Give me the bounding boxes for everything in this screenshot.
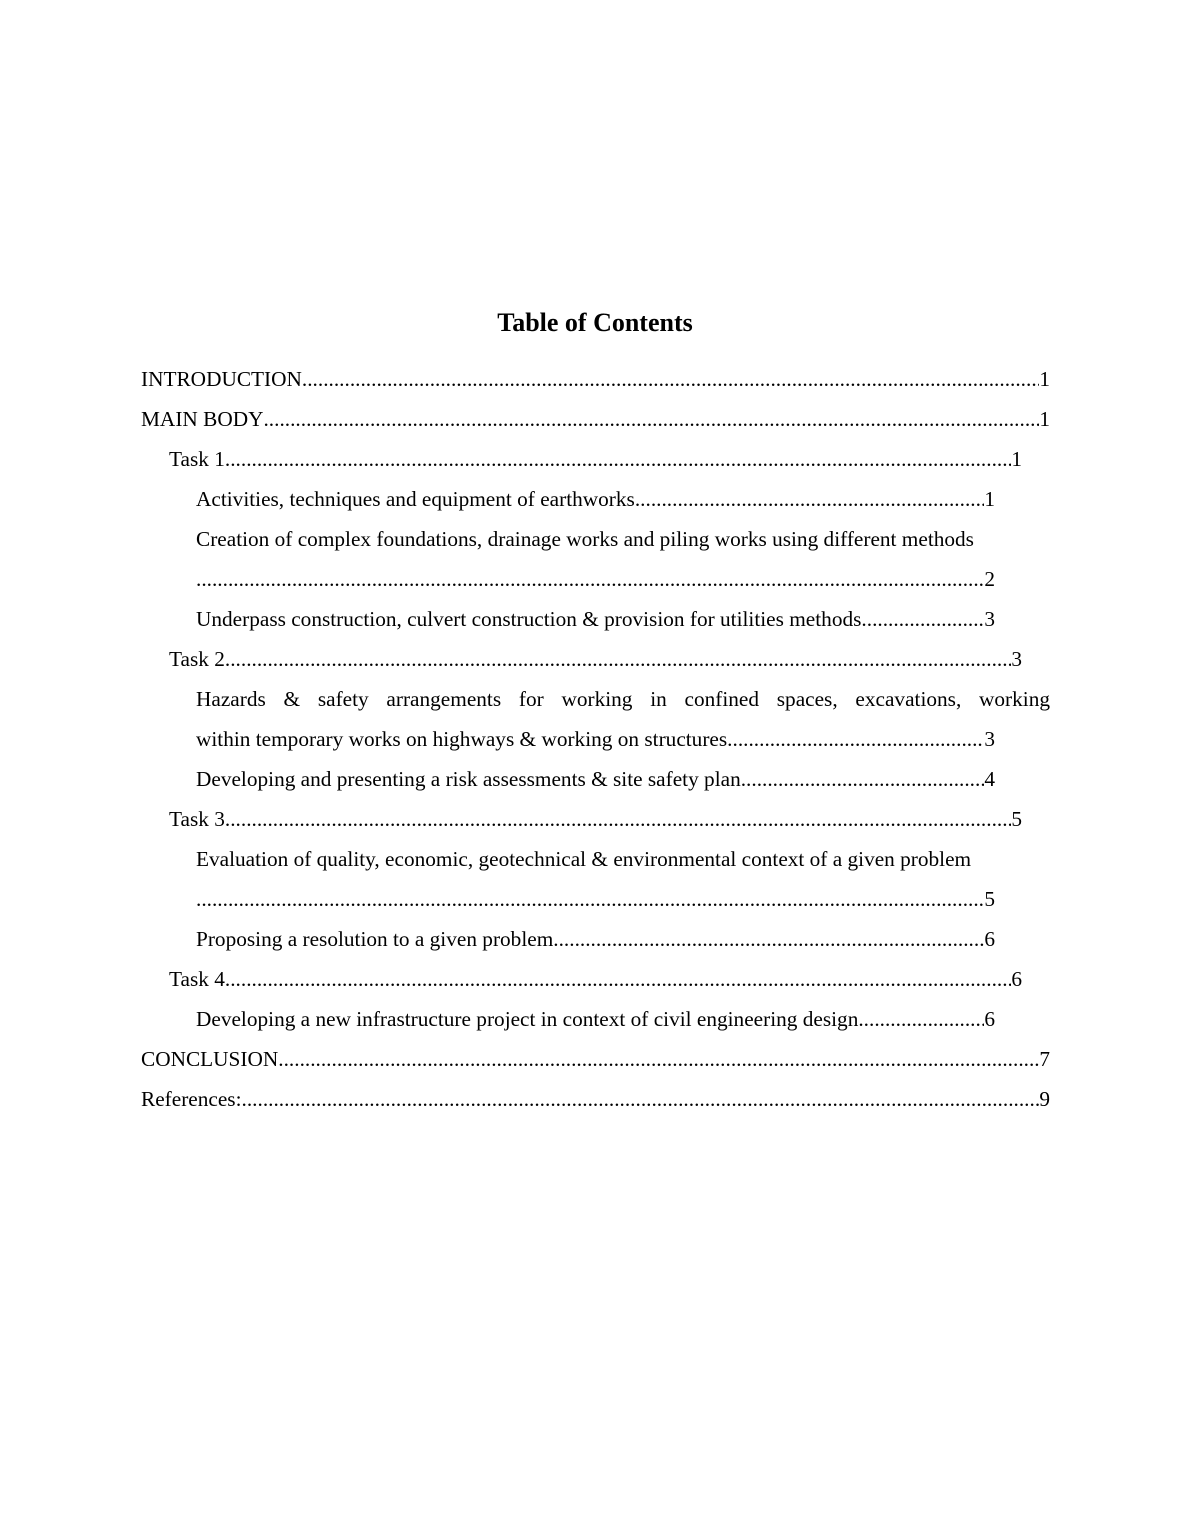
toc-entry-resolution[interactable] [196,919,995,959]
toc-entry-task-3[interactable] [169,799,1022,839]
toc-entry-hazards[interactable] [196,679,1050,719]
toc-entry-label: References: [141,1087,242,1111]
toc-page-number: 3 [984,727,995,751]
toc-dot-leader [861,599,984,639]
toc-page-number: 6 [984,927,995,951]
toc-entry-earthworks[interactable] [196,479,995,519]
toc-entry-label: Developing a new infrastructure project in context of civil engineering design [196,1007,859,1031]
toc-entry-label: Hazards & safety arrangements for working in confined spaces, excavations, working [196,687,1050,711]
toc-entry-references[interactable] [141,1079,1050,1119]
toc-entry-label: Task 3 [169,807,225,831]
toc-entry-label: Task 2 [169,647,225,671]
toc-dot-leader [225,959,1011,999]
toc-dot-leader [225,639,1011,679]
toc-dot-leader [263,399,1039,439]
toc-dot-leader [225,439,1011,479]
toc-page-number: 1 [984,487,995,511]
toc-page-number: 5 [1011,807,1022,831]
toc-entry-label: Task 1 [169,447,225,471]
toc-dot-leader [858,999,984,1039]
toc-entry-underpass[interactable] [196,599,995,639]
toc-page-number: 1 [1039,367,1050,391]
toc-entry-label: Underpass construction, culvert construction & provision for utilities methods [196,607,862,631]
toc-page-number: 3 [984,607,995,631]
toc-entry-label-continued: within temporary works on highways & working on structures [196,727,728,751]
toc-entry-evaluation-leader[interactable] [196,879,995,919]
toc-entry-main-body[interactable] [141,399,1050,439]
toc-page-number: 9 [1039,1087,1050,1111]
toc-page-number: 1 [1011,447,1022,471]
toc-entry-hazards-leader[interactable] [196,719,995,759]
toc-entry-label: CONCLUSION [141,1047,279,1071]
toc-entry-evaluation[interactable] [196,839,1050,879]
toc-page-number: 6 [1011,967,1022,991]
toc-entry-task-4[interactable] [169,959,1022,999]
toc-page-number: 3 [1011,647,1022,671]
toc-dot-leader [553,919,984,959]
toc-entry-risk-assessment[interactable] [196,759,995,799]
toc-page-number: 2 [984,567,995,591]
toc-entry-task-1[interactable] [169,439,1022,479]
toc-entry-label: INTRODUCTION [141,367,302,391]
toc-dot-leader [727,719,984,759]
toc-dot-leader [225,799,1011,839]
toc-page-number: 4 [984,767,995,791]
toc-page-number: 5 [984,887,995,911]
toc-dot-leader [302,359,1039,399]
toc-entry-introduction[interactable] [141,359,1050,399]
toc-dot-leader [196,559,984,599]
toc-dot-leader [242,1079,1040,1119]
toc-entry-task-2[interactable] [169,639,1022,679]
toc-entry-infrastructure[interactable] [196,999,995,1039]
toc-entry-label: Activities, techniques and equipment of earthworks [196,487,635,511]
page-title: Table of Contents [497,308,693,337]
toc-entry-label: Developing and presenting a risk assessments & site safety plan [196,767,741,791]
toc-dot-leader [635,479,985,519]
toc-page-number: 7 [1039,1047,1050,1071]
toc-page-number: 1 [1039,407,1050,431]
toc-entry-label: Creation of complex foundations, drainage works and piling works using different methods [196,527,974,551]
toc-entry-foundations-leader[interactable] [196,559,995,599]
toc-dot-leader [741,759,985,799]
toc-entry-label: Evaluation of quality, economic, geotechnical & environmental context of a given problem [196,847,972,871]
toc-entry-label: Proposing a resolution to a given problem [196,927,554,951]
toc-page-number: 6 [984,1007,995,1031]
toc-entry-label: Task 4 [169,967,225,991]
toc-entry-label: MAIN BODY [141,407,264,431]
toc-entry-foundations[interactable] [196,519,1050,559]
toc-dot-leader [196,879,984,919]
toc-entry-conclusion[interactable] [141,1039,1050,1079]
toc-dot-leader [278,1039,1039,1079]
